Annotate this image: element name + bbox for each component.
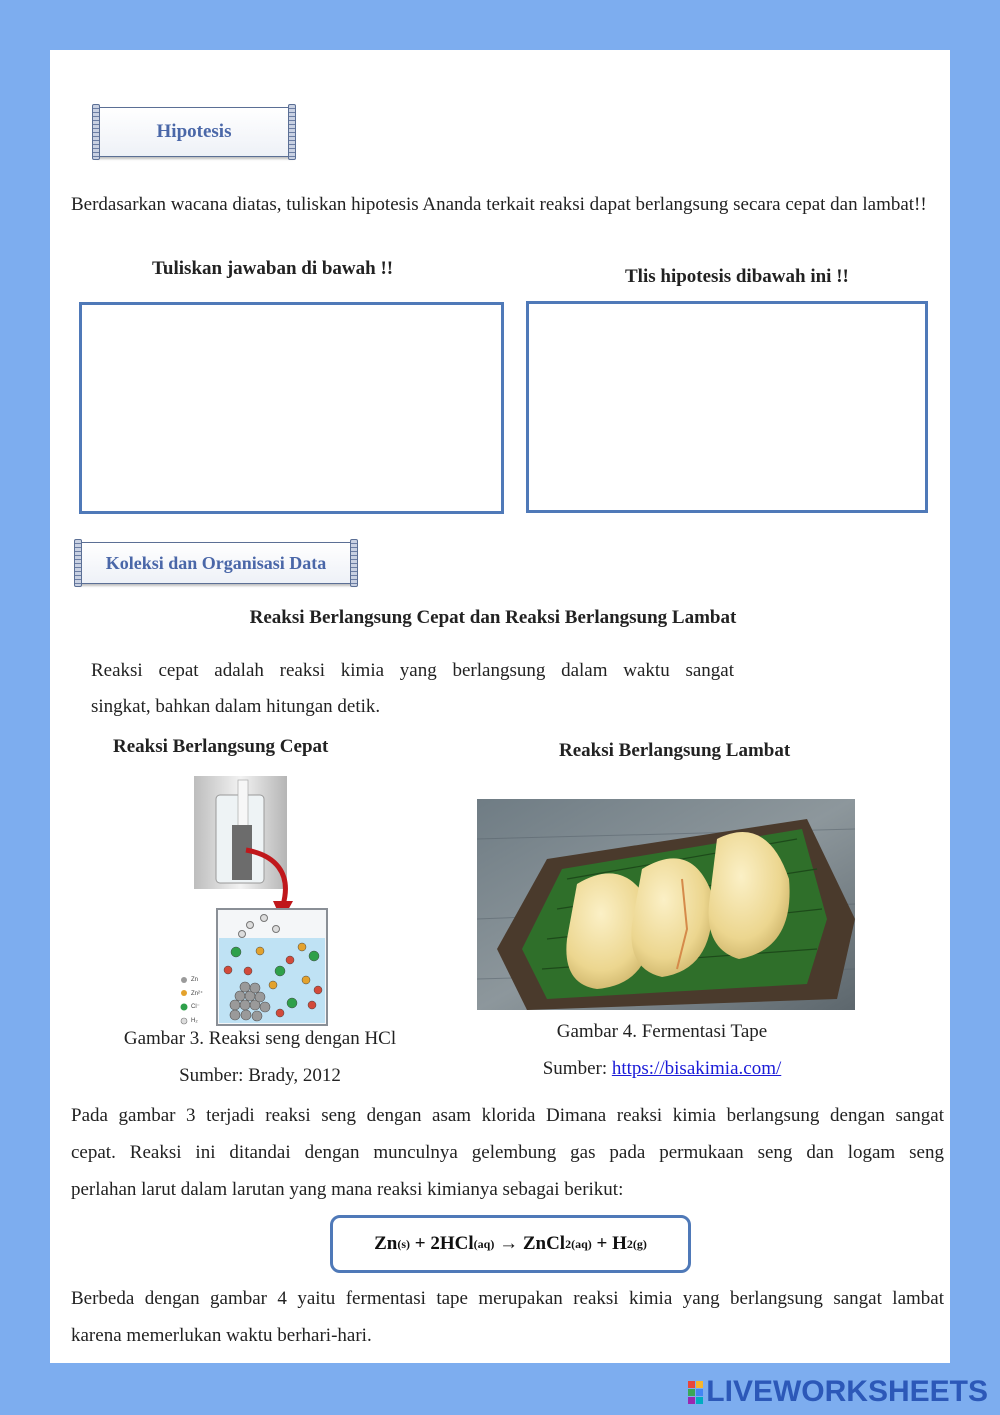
data-collection-banner <box>77 542 355 584</box>
right-answer-label: Tlis hipotesis dibawah ini !! <box>625 266 849 287</box>
intro-text: Reaksi cepat adalah reaksi kimia yang berlangsung dalam waktu sangat singkat, bahkan dalam hitungan detik. <box>91 660 734 717</box>
legend-zn2: Zn²⁺ <box>191 990 204 997</box>
hypothesis-prompt: Berdasarkan wacana diatas, tuliskan hipotesis Ananda terkait reaksi dapat berlangsung secara cepat dan lambat!! <box>71 194 927 215</box>
reaction-equation: Zn (s) + 2HCl (aq) → ZnCl 2(aq) + H 2(g) <box>330 1215 691 1273</box>
zinc-hcl-illustration <box>180 775 340 1030</box>
illustration-legend <box>191 974 203 1029</box>
figure3-caption: Gambar 3. Reaksi seng dengan HCl <box>123 1028 397 1049</box>
logo-text: LIVEWORKSHEETS <box>706 1375 988 1408</box>
hypothesis-banner-label: Hipotesis <box>156 121 232 142</box>
right-answer-box[interactable] <box>526 301 928 513</box>
legend-cl: Cl⁻ <box>191 1004 200 1011</box>
figure4-source: Sumber: https://bisakimia.com/ <box>542 1058 782 1079</box>
liveworksheets-logo[interactable] <box>688 1375 988 1409</box>
worksheet-page <box>50 50 950 1363</box>
figure4-caption: Gambar 4. Fermentasi Tape <box>556 1021 768 1042</box>
left-answer-label: Tuliskan jawaban di bawah !! <box>152 258 394 279</box>
explanation-paragraph: Pada gambar 3 terjadi reaksi seng dengan asam klorida Dimana reaksi kimia berlangsung dengan sangat cepat. Reaksi ini ditandai dengan munculnya gelembung gas pada permukaan seng dan logam seng perlahan larut dalam larutan yang mana reaksi kimianya sebagai berikut: <box>71 1105 944 1200</box>
figure3-source: Sumber: Brady, 2012 <box>179 1065 341 1086</box>
source-link[interactable]: https://bisakimia.com/ <box>611 1058 782 1079</box>
left-answer-box[interactable] <box>79 302 504 514</box>
legend-zn: Zn <box>191 977 199 983</box>
hypothesis-banner <box>95 107 293 157</box>
data-banner-label: Koleksi dan Organisasi Data <box>105 552 327 573</box>
logo-blocks-icon <box>688 1381 703 1404</box>
slow-reaction-title: Reaksi Berlangsung Lambat <box>559 740 791 761</box>
legend-h2: H₂ <box>191 1018 198 1025</box>
fast-reaction-title: Reaksi Berlangsung Cepat <box>113 736 329 757</box>
section-heading: Reaksi Berlangsung Cepat dan Reaksi Berlangsung Lambat <box>249 607 737 628</box>
tape-fermentation-photo <box>477 799 855 1010</box>
comparison-paragraph: Berbeda dengan gambar 4 yaitu fermentasi tape merupakan reaksi kimia yang berlangsung sangat lambat karena memerlukan waktu berhari-hari. <box>71 1288 944 1346</box>
